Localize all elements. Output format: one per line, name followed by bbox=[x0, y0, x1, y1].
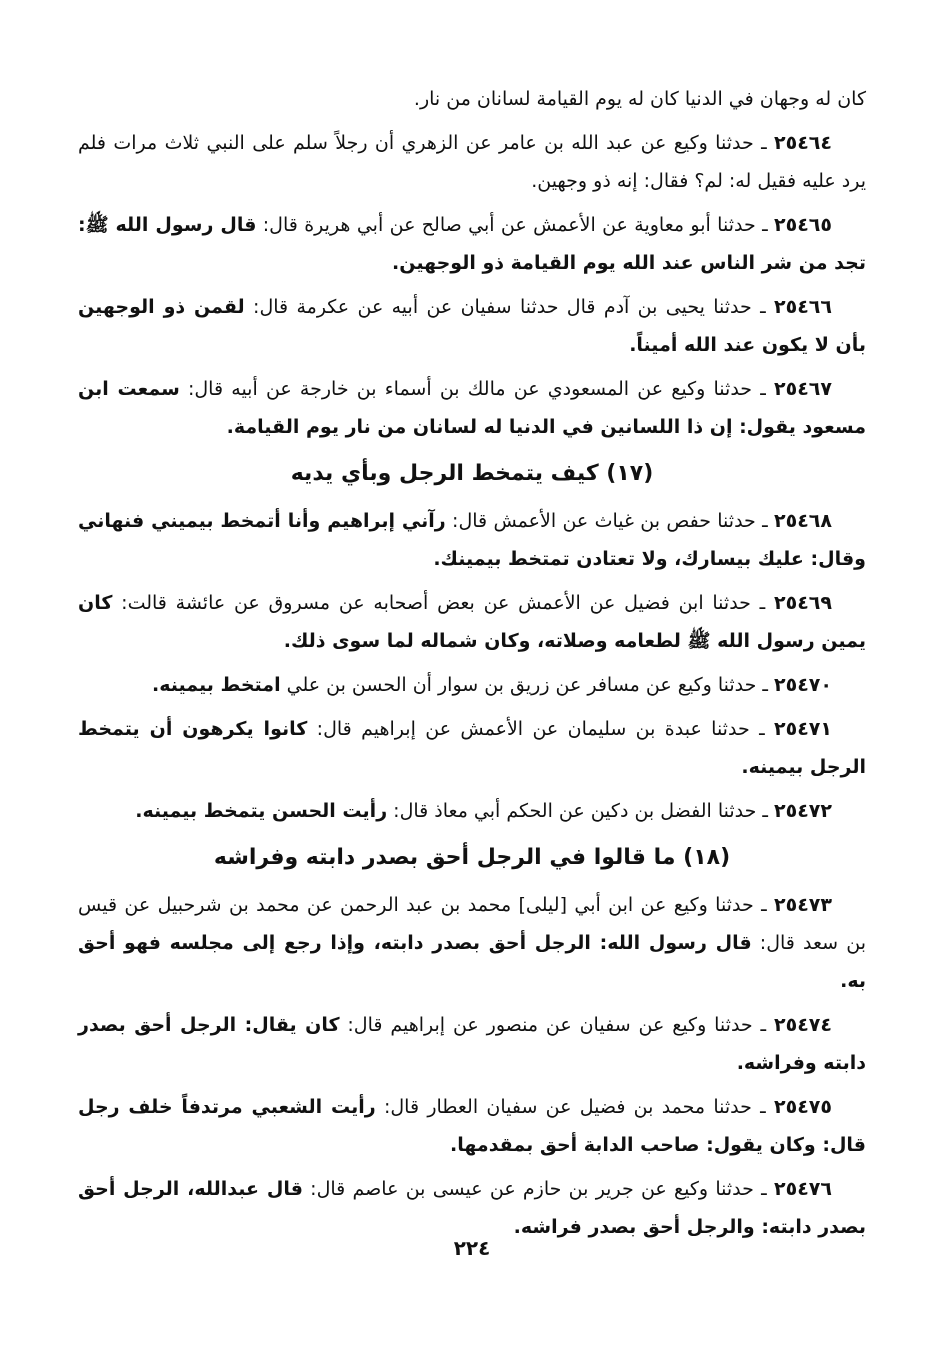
hadith-25467 bbox=[78, 370, 866, 446]
hadith-text: رأيت الشعبي مرتدفاً خلف رجل قال: وكان يقول: صاحب الدابة أحق بمقدمها. bbox=[78, 1096, 866, 1156]
hadith-number: ٢٥٤٦٨ bbox=[774, 510, 832, 532]
hadith-text: لقمن ذو الوجهين بأن لا يكون عند الله أميناً. bbox=[78, 296, 866, 356]
hadith-chain: ـ حدثنا ابن فضيل عن الأعمش عن بعض أصحابه عن مسروق عن عائشة قالت: bbox=[112, 592, 775, 614]
hadith-chain: ـ حدثنا وكيع عن المسعودي عن مالك بن أسماء بن خارجة عن أبيه قال: bbox=[179, 378, 775, 400]
hadith-text: قال رسول الله: الرجل أحق بصدر دابته، وإذا رجع إلى مجلسه فهو أحق به. bbox=[78, 932, 866, 992]
hadith-chain: ـ حدثنا محمد بن فضيل عن سفيان العطار قال: bbox=[375, 1096, 775, 1118]
hadith-25466 bbox=[78, 288, 866, 364]
page-number: ٢٢٤ bbox=[453, 1236, 491, 1260]
hadith-number: ٢٥٤٧١ bbox=[774, 718, 832, 740]
hadith-25473 bbox=[78, 886, 866, 1000]
hadith-text: قال رسول الله ﷺ: تجد من شر الناس عند الله يوم القيامة ذو الوجهين. bbox=[78, 214, 866, 274]
hadith-25471 bbox=[78, 710, 866, 786]
hadith-chain: ـ حدثنا يحيى بن آدم قال حدثنا سفيان عن أبيه عن عكرمة قال: bbox=[244, 296, 775, 318]
hadith-25476 bbox=[78, 1170, 866, 1246]
hadith-25469 bbox=[78, 584, 866, 660]
hadith-number: ٢٥٤٧٠ bbox=[774, 674, 832, 696]
hadith-text: كان يمين رسول الله ﷺ لطعامه وصلاته، وكان شماله لما سوى ذلك. bbox=[78, 592, 866, 652]
hadith-chain: ـ حدثنا وكيع عن عبد الله بن عامر عن الزهري أن رجلاً سلم على النبي ثلاث مرات فلم يرد عليه فقيل له: لم؟ فقال: إنه ذو وجهين. bbox=[78, 132, 866, 192]
hadith-number: ٢٥٤٦٩ bbox=[774, 592, 832, 614]
chapter-heading-17: (١٧) كيف يتمخط الرجل وبأي يديه bbox=[290, 461, 654, 486]
hadith-text: كانوا يكرهون أن يتمخط الرجل بيمينه. bbox=[78, 718, 866, 778]
hadith-text: سمعت ابن مسعود يقول: إن ذا اللسانين في الدنيا له لسانان من نار يوم القيامة. bbox=[78, 378, 866, 438]
hadith-number: ٢٥٤٧٦ bbox=[774, 1178, 832, 1200]
hadith-25468 bbox=[78, 502, 866, 578]
hadith-25474 bbox=[78, 1006, 866, 1082]
hadith-text: كان يقال: الرجل أحق بصدر دابته وفراشه. bbox=[78, 1014, 866, 1074]
hadith-number: ٢٥٤٦٦ bbox=[774, 296, 832, 318]
hadith-text: رأيت الحسن يتمخط بيمينه. bbox=[135, 800, 388, 822]
hadith-chain: ـ حدثنا حفص بن غياث عن الأعمش قال: bbox=[445, 510, 775, 532]
hadith-chain: ـ حدثنا عبدة بن سليمان عن الأعمش عن إبراهيم قال: bbox=[307, 718, 775, 740]
continuation-paragraph: كان له وجهان في الدنيا كان له يوم القيامة لسانان من نار. bbox=[413, 88, 866, 110]
hadith-number: ٢٥٤٦٧ bbox=[774, 378, 832, 400]
hadith-text: امتخط بيمينه. bbox=[152, 674, 281, 696]
hadith-25470 bbox=[78, 666, 866, 704]
hadith-25475 bbox=[78, 1088, 866, 1164]
hadith-25465 bbox=[78, 206, 866, 282]
hadith-number: ٢٥٤٦٤ bbox=[774, 132, 832, 154]
hadith-number: ٢٥٤٧٥ bbox=[774, 1096, 832, 1118]
hadith-number: ٢٥٤٦٥ bbox=[774, 214, 832, 236]
hadith-number: ٢٥٤٧٤ bbox=[774, 1014, 832, 1036]
hadith-chain: ـ حدثنا وكيع عن ابن أبي [ليلى] محمد بن عبد الرحمن عن محمد بن شرحبيل عن قيس بن سعد قال: bbox=[78, 894, 866, 954]
hadith-chain: ـ حدثنا وكيع عن سفيان عن منصور عن إبراهيم قال: bbox=[339, 1014, 775, 1036]
hadith-number: ٢٥٤٧٣ bbox=[774, 894, 832, 916]
hadith-chain: ـ حدثنا الفضل بن دكين عن الحكم أبي معاذ قال: bbox=[387, 800, 775, 822]
hadith-text: رآني إبراهيم وأنا أتمخط بيميني فنهاني وقال: عليك بيسارك، ولا تعتادن تمتخط بيمينك. bbox=[78, 510, 866, 570]
hadith-chain: ـ حدثنا وكيع عن مسافر عن زريق بن سوار أن الحسن بن علي bbox=[280, 674, 775, 696]
page-body bbox=[78, 80, 866, 1290]
hadith-25472 bbox=[78, 792, 866, 830]
hadith-chain: ـ حدثنا أبو معاوية عن الأعمش عن أبي صالح عن أبي هريرة قال: bbox=[256, 214, 775, 236]
chapter-heading-18: (١٨) ما قالوا في الرجل أحق بصدر دابته وفراشه bbox=[213, 845, 731, 870]
hadith-text: قال عبدالله، الرجل أحق بصدر دابته: والرجل أحق بصدر فراشه. bbox=[78, 1178, 866, 1238]
hadith-25464 bbox=[78, 124, 866, 200]
hadith-number: ٢٥٤٧٢ bbox=[774, 800, 832, 822]
hadith-chain: ـ حدثنا وكيع عن جرير بن حازم عن عيسى بن عاصم قال: bbox=[302, 1178, 775, 1200]
